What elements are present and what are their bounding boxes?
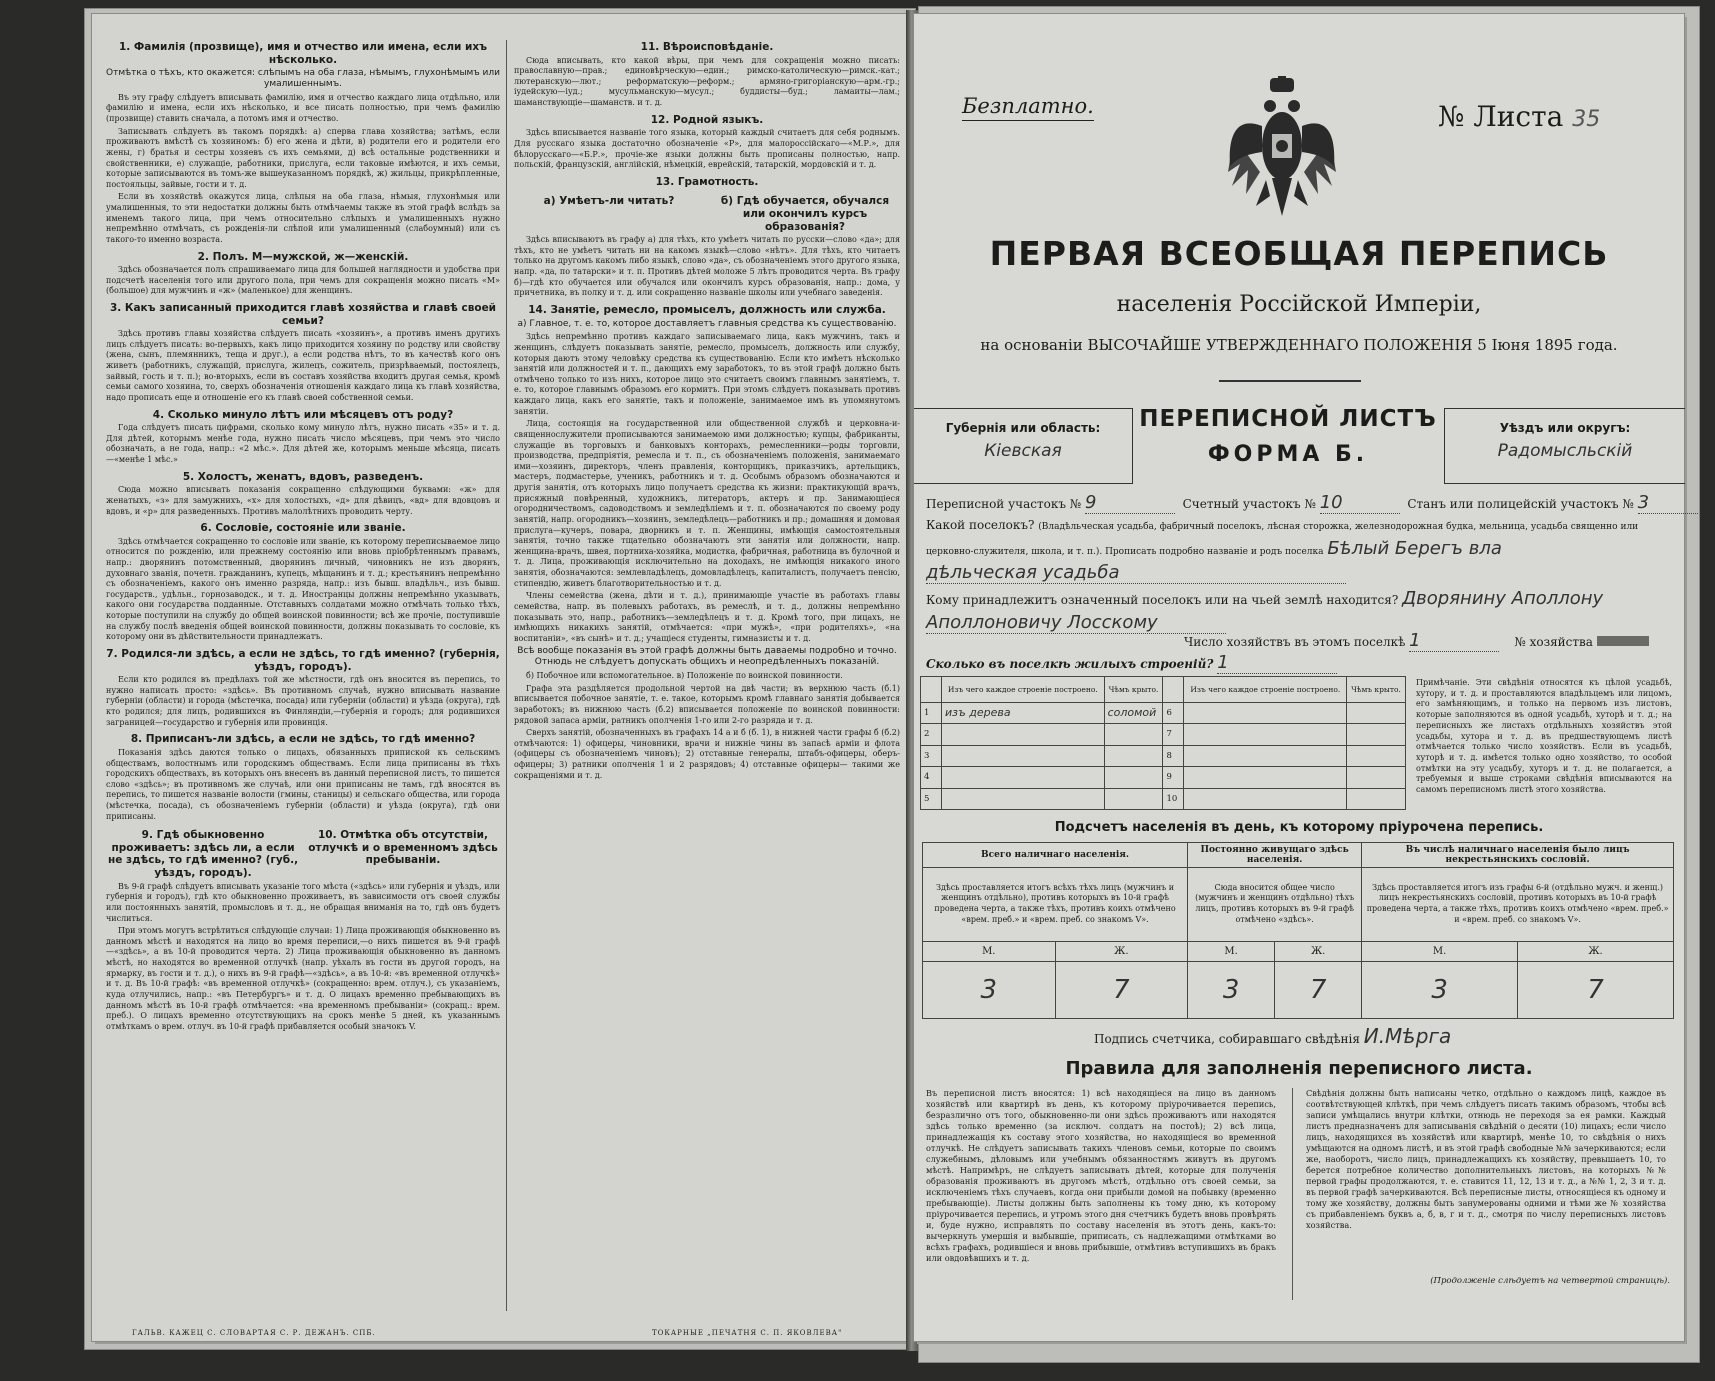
paragraph: Здѣсь обозначается полъ спрашиваемаго лица для большей наглядности и удобства при подсчетѣ населенія того или другого пола, при чемъ для сокращенія можно писать «М» (большое) для мужчинъ и «ж» (маленькое) для женщинъ. xyxy=(106,265,500,296)
heading-10: 10. Отмѣтка объ отсутствіи, отлучкѣ и о временномъ здѣсь пребываніи. xyxy=(308,829,498,867)
male-label: М. xyxy=(1188,941,1275,961)
heading-9: 9. Гдѣ обыкновенно проживаетъ: здѣсь ли, а если не здѣсь, то гдѣ именно? (губ., уѣздъ, городъ). xyxy=(107,829,299,880)
population-count-table xyxy=(922,842,1674,1019)
settlement-line-2 xyxy=(926,562,1672,584)
building-roof xyxy=(1104,788,1163,810)
census-form-page xyxy=(914,14,1684,1341)
buildings-row xyxy=(921,767,1406,788)
district-box xyxy=(1444,408,1685,484)
building-roof xyxy=(1347,788,1406,810)
buildings-row xyxy=(921,724,1406,745)
building-material xyxy=(1184,788,1347,810)
instructions-column-1 xyxy=(106,36,500,1319)
column-divider xyxy=(506,40,507,1311)
male-label: М. xyxy=(1362,941,1518,961)
buildings-header-roof-2: Чѣмъ крыто. xyxy=(1347,677,1406,703)
buildings-row-number: 2 xyxy=(921,724,942,745)
building-material: изъ дерева xyxy=(942,702,1105,723)
buildings-row xyxy=(921,702,1406,723)
buildings-row xyxy=(921,788,1406,810)
paragraph: б) Побочное или вспомогательное. в) Положеніе по воинской повинности. xyxy=(526,671,843,681)
population-count-title: Подсчетъ населенія въ день, къ которому пріурочена перепись. xyxy=(1054,820,1544,835)
printer-imprint-left: ГАЛЬВ. КАЖЕЦ С. СЛОВАРТАЯ С. Р. ДЕЖАНЪ. СПБ. xyxy=(132,1329,376,1337)
households-label: Число хозяйствъ въ этомъ поселкѣ xyxy=(1184,635,1406,649)
section-heading: 6. Сословіе, состояніе или званіе. xyxy=(200,522,406,535)
section-heading: 14. Занятіе, ремесло, промыселъ, должность или служба. xyxy=(528,303,886,316)
form-name: ФОРМА Б. xyxy=(1207,442,1369,467)
paragraph: При этомъ могутъ встрѣтиться слѣдующіе случаи: 1) Лица проживающія обыкновенно въ данномъ мѣстѣ и находятся на лицо во время переписи,—о нихъ пишется въ 9-й графѣ—«здѣсь», а въ 10-й проводится черта. 2) Лица проживающія обыкновенно въ данномъ мѣстѣ, но находятся во временной отлучкѣ (напр. уѣхалъ въ гости въ другой городъ, на ярмарку, въ гости и т. д.), о нихъ въ 9-й графѣ—«здѣсь», а въ 10-й: «въ временной отлучкѣ» и т. д. Въ 10-й графѣ: «въ временной отлучкѣ» (сокращенно: врем. отлуч.), съ указаніемъ, куда отлучились, напр.: «въ Петербургъ» и т. д. О лицахъ временно пребывающихъ въ данномъ мѣстѣ въ 10-й графѣ отмѣчается: «на временномъ пребываніи» (сокращ.: врем. преб.). О лицахъ временно отсутствующихъ на срокъ менѣе 5 дней, къ указаннымъ отмѣткамъ о врем. отлуч. въ 10-й графѣ прибавляется особый значокъ V. xyxy=(106,926,500,1031)
female-label: Ж. xyxy=(1055,941,1188,961)
owner-line xyxy=(926,588,1672,609)
female-label: Ж. xyxy=(1518,941,1674,961)
rules-right-text: Свѣдѣнія должны быть написаны четко, отдѣльно о каждомъ лицѣ, каждое въ соотвѣтствующей клѣткѣ, при чемъ слѣдуетъ писать такимъ образомъ, чтобы всѣ записи умѣщались внутри клѣтки, отнюдь не переходя за ея рамки. Каждый листъ предназначенъ для записыванія свѣдѣній о десяти (10) лицахъ; если число лицъ, находящихся въ хозяйствѣ или квартирѣ, менѣе 10, то свѣдѣнія о нихъ умѣщаются на одномъ листѣ, и въ этой графѣ свободные №№ зачеркиваются; если же, наоборотъ, число лицъ, принадлежащихъ къ хозяйству, превышаетъ 10, то берется потребное количество дополнительныхъ листовъ, на которыхъ №№ первой графы продолжаются, т. е. ставится 11, 12, 13 и т. д., а №№ 1, 2, 3 и т. д. въ первой графѣ зачеркиваются. Всѣ переписные листы, относящіеся къ одному и тому же хозяйству, должны быть занумерованы одними и тѣми же № хозяйства съ прибавленіемъ буквъ а, б, в, г и т. д., смотря по числу переписныхъ листовъ хозяйства. xyxy=(1306,1088,1666,1230)
buildings-header-roof-1: Чѣмъ крыто. xyxy=(1104,677,1163,703)
building-material xyxy=(942,788,1105,810)
household-no-redacted xyxy=(1597,636,1649,646)
building-roof xyxy=(1347,724,1406,745)
paragraph: Если въ хозяйствѣ окажутся лица, слѣпыя на оба глаза, нѣмыя, глухонѣмыя или умалишенныя, то эти недостатки должны быть отмѣчаемы также въ этой графѣ вслѣдъ за именемъ такого лица, при чемъ относительно слѣпыхъ и умалишенныхъ нужно непремѣнно отмѣчать, съ рожденія-ли слѣпой или умалишенный (слабоумный) или съ такого-то именно возраста. xyxy=(106,192,500,244)
section-heading: 1. Фамилія (прозвище), имя и отчество или имена, если ихъ нѣсколько. xyxy=(118,41,488,66)
population-column-header: Всего наличнаго населенія. xyxy=(923,843,1188,868)
sheet-number xyxy=(1438,100,1600,133)
settlement-value-1: Бѣлый Берегъ вла xyxy=(1327,537,1502,559)
owner-label: Кому принадлежитъ означенный поселокъ или на чьей землѣ находится? xyxy=(926,593,1399,607)
population-column-description: Сюда вносится общее число (мужчинъ и женщинъ отдѣльно) тѣхъ лицъ, противъ которыхъ въ 9-й графѣ отмѣчено «здѣсь». xyxy=(1188,867,1362,941)
imperial-eagle-emblem xyxy=(1226,76,1338,226)
col1-split-headings xyxy=(106,824,500,881)
building-roof xyxy=(1347,702,1406,723)
province-value: Кіевская xyxy=(984,441,1062,461)
signature-value: И.Мѣрга xyxy=(1363,1024,1452,1048)
paragraph: Члены семейства (жена, дѣти и т. д.), принимающіе участіе въ работахъ главы семейства, напр. въ полевыхъ работахъ, въ ремеслѣ, и т. д., должны непремѣнно показывать это, напр., работникъ—земледѣлецъ и т. д. Кромѣ того, при лицахъ, не имѣющихъ никакихъ занятій, отмѣчается: «при мужѣ», «при родителяхъ», «на воспитаніи», «въ сынѣ» и т. д.; учащіеся студенты, гимназисты и т. д. xyxy=(514,591,900,643)
building-roof xyxy=(1104,724,1163,745)
form-title-block xyxy=(1132,406,1444,467)
population-column-description: Здѣсь проставляется итогъ изъ графы 6-й (отдѣльно мужч. и женщ.) лицъ некрестьянскихъ сословій, противъ которыхъ въ 10-й графѣ проведена черта, а также тѣхъ, противъ коихъ отмѣчено «врем. преб.» и «врем. преб. со знакомъ V». xyxy=(1362,867,1674,941)
sheet-number-value: 35 xyxy=(1572,107,1601,132)
population-column-description: Здѣсь проставляется итогъ всѣхъ тѣхъ лицъ (мужчинъ и женщинъ отдѣльно), противъ которыхъ въ 10-й графѣ проведена черта, а также тѣхъ, противъ коихъ отмѣчено «врем. преб.» и «врем. преб. со знакомъ V». xyxy=(923,867,1188,941)
free-of-charge-label: Безплатно. xyxy=(962,94,1094,121)
printer-imprint-right: ТОКАРНЫЕ „ПЕЧАТНЯ С. П. ЯКОВЛЕВА" xyxy=(652,1329,843,1337)
buildings-row-number: 6 xyxy=(1163,702,1184,723)
section-heading: 12. Родной языкъ. xyxy=(650,113,764,126)
owner-value-1: Дворянину Аполлону xyxy=(1402,588,1604,609)
owner-value-2: Аполлоновичу Лосскому xyxy=(926,612,1226,634)
buildings-row xyxy=(921,745,1406,766)
instructions-page xyxy=(92,14,912,1341)
households-value: 1 xyxy=(1409,630,1499,652)
buildings-value: 1 xyxy=(1217,652,1337,674)
section-heading: 3. Какъ записанный приходится главѣ хозяйства и главѣ своей семьи? xyxy=(109,302,497,327)
sheet-number-label: № Листа xyxy=(1438,100,1564,133)
buildings-table xyxy=(920,676,1406,810)
buildings-row-number: 3 xyxy=(921,745,942,766)
household-no-label: № хозяйства xyxy=(1514,635,1593,649)
buildings-row-number: 1 xyxy=(921,702,942,723)
section-heading: 5. Холостъ, женатъ, вдовъ, разведенъ. xyxy=(182,470,424,483)
district-label: Уѣздъ или округъ: xyxy=(1499,421,1631,435)
building-material xyxy=(942,767,1105,788)
settlement-value-2: дѣльческая усадьба xyxy=(926,562,1346,584)
building-material xyxy=(1184,745,1347,766)
rules-title: Правила для заполненія переписного листа. xyxy=(1065,1058,1533,1079)
section-heading: 8. Приписанъ-ли здѣсь, а если не здѣсь, то гдѣ именно? xyxy=(130,733,476,746)
paragraph: Показанія здѣсь даются только о лицахъ, обязанныхъ припиской къ сельскимъ обществамъ, волостнымъ или городскимъ обществамъ. Если лица приписаны въ тѣхъ городскихъ обществахъ, въ которыхъ онъ внесенъ въ данный переписной листъ, то пишется слово «здѣсь»; въ противномъ же случаѣ, или они приписаны не тамъ, гдѣ вносятся въ перепись, то пишется названіе волости (гмины, станицы) и сельскаго общества, или города (мѣстечка, посада), съ обозначеніемъ губерніи (области) и уѣзда (округа), гдѣ они приписаны. xyxy=(106,747,500,821)
households-line xyxy=(1184,630,1672,652)
paragraph: Сюда можно вписывать показанія сокращенно слѣдующими буквами: «ж» для женатыхъ, «з» для замужнихъ, «х» для холостыхъ, «д» для дѣвицъ, «вд» для вдовцовъ и вдовъ, и «р» для разведенныхъ. Противъ малолѣтнихъ проводить черту. xyxy=(106,485,500,516)
census-title: ПЕРВАЯ ВСЕОБЩАЯ ПЕРЕПИСЬ xyxy=(989,234,1609,273)
paragraph: Если кто родился въ предѣлахъ той же мѣстности, гдѣ онъ вносится въ перепись, то нужно написать просто: «здѣсь». Въ противномъ случаѣ, нужно вписывать название губерніи (области) и города (мѣстечка, посада) или губерніи (области) и уѣзда (округа), гдѣ кто родился; для лицъ, родившихся въ Финляндіи,—губернія и городъ; для родившихся заграницей—государство и губернія или провинція. xyxy=(106,675,500,727)
population-column-header: Постоянно живущаго здѣсь населенія. xyxy=(1188,843,1362,868)
section-note: Всѣ вообще показанія въ этой графѣ должны быть даваемы подробно и точно. Отнюдь не слѣдуетъ допускать общихъ и неопредѣленныхъ показаній. xyxy=(517,646,897,668)
section-heading: 4. Сколько минуло лѣтъ или мѣсяцевъ отъ роду? xyxy=(152,408,454,421)
paragraph: Здѣсь противъ главы хозяйства слѣдуетъ писать «хозяинъ», а противъ именъ другихъ лицъ слѣдуетъ писать: во-первыхъ, какъ лицо приходится хозяину по родству или свойству (жена, сынъ, племянникъ, теща и друг.), а если родства нѣтъ, то въ качествѣ кого онъ живетъ (работникъ, служащій, прислуга, жилецъ, сожитель, призрѣваемый, постоялецъ, зайвый, гость и т. п.); во-вторыхъ, если въ составъ хозяйства входитъ другая семья, кромѣ семьи самого хозяина, то, сверхъ обозначенія отношенія каждаго лица къ главѣ хозяйства, надо прописать еще и отношеніе его къ главѣ своей собственной семьи. xyxy=(106,329,500,402)
buildings-note: Примѣчаніе. Эти свѣдѣнія относятся къ цѣлой усадьбѣ, хутору, и т. д. и проставляются владѣльцемъ или лицомъ, его замѣняющимъ, и только на первомъ изъ листовъ, которые заполняются въ одной усадьбѣ, хуторѣ и т. д.; на переписныхъ же листахъ отдѣльныхъ хозяйствъ этой усадьбы, хутора и т. д. въ предшествующемъ листѣ отмѣчается только число хозяйствъ. Если въ усадьбѣ, хуторѣ и т. д. имѣется только одно хозяйство, то особой отмѣтки на эту усадьбу, хуторъ и т. д. не полагается, а требуемыя и выше строками свѣдѣнія вписываются на самомъ переписномъ листѣ этого хозяйства. xyxy=(1416,678,1672,795)
paragraph: Сверхъ занятій, обозначенныхъ въ графахъ 14 а и б (б. 1), в нижней части графы б (б.2) отмѣчаются: 1) офицеры, чиновники, врачи и нижніе чины въ запасѣ арміи и флота (офицеры съ обозначеніемъ чиновъ); 2) отставные генералы, штабъ-офицеры, оберъ-офицеры; 3) ратники ополченія 1 и 2 разрядовъ; 4) отставные офицеры— такими же сокращеніями и т. д. xyxy=(514,728,900,780)
section-note: а) Главное, т. е. то, которое доставляетъ главныя средства къ существованію. xyxy=(517,318,897,329)
paragraph: Лица, состоящія на государственной или общественной службѣ и церковна-и-священнослужители прописываются занимаемою ими должностью; купцы, фабриканты, служащіе въ торговыхъ и банковыхъ конторахъ, ремесленники—роды торговли, производства, предпріятія, ремесла и т. п., съ обозначеніемъ положенія, занимаемаго ими—хозяинъ, директоръ, членъ правленія, конторщикъ, приказчикъ, артельщикъ, мастеръ, подмастерье, ученикъ, работникъ и т. д. Особымъ образомъ обозначаются и другія занятія, отъ которыхъ лицо получаетъ средства къ жизни: практикующій врачъ, присяжный повѣренный, художникъ, литераторъ, актеръ и пр. Занимающіеся огородничествомъ, садоводствомъ и земледѣліемъ и т. п. обозначаются по своему роду занятій, напр. огородникъ—хозяинъ, земледѣлецъ—работникъ и пр.; домашняя и домовая прислуга—кучеръ, повара, дворникъ и т. п. Женщины, имѣющія самостоятельныя занятія, точно также тщательно обозначаютъ эти занятія или должности, напр. женщина-врачъ, швея, портниха-хозяйка, модистка, фабричная, работница въ булочной и т. д. Лица, проживающія исключительно на доходахъ, не имѣющія никакого иного занятія, обозначаются: землевладѣлецъ, домовладѣлецъ, капиталистъ, получаетъ пенсію, стипендію, живетъ благотворительностью и т. д. xyxy=(514,419,900,588)
paragraph: Года слѣдуетъ писать цифрами, сколько кому минуло лѣтъ, нужно писать «35» и т. д. Для дѣтей, которымъ менѣе года, нужно писать число мѣсяцевъ, при чемъ это число обозначать, а не года, напр.: «2 мѣс.». Для дѣтей же, которымъ меньше мѣсяца, писать—«менѣе 1 мѣс.» xyxy=(106,423,500,465)
signature-label: Подпись счетчика, собиравшаго свѣдѣнія xyxy=(1094,1032,1360,1046)
buildings-row-number: 5 xyxy=(921,788,942,810)
rules-left-text: Въ переписной листъ вносятся: 1) всѣ находящіеся на лицо въ данномъ хозяйствѣ или квартирѣ въ день, къ которому пріурочивается перепись, безразлично отъ того, обыкновенно-ли они здѣсь проживаютъ или находятся здѣсь только временно (за исключ. солдатъ на постоѣ); 2) всѣ лица, принадлежащія къ составу этого хозяйства, но находящіеся во временной отлучкѣ. Не слѣдуетъ записывать такихъ членовъ семьи, которые по своимъ служебнымъ, дѣловымъ или учебнымъ обязанностямъ живутъ въ другомъ мѣстѣ. Напримѣръ, не слѣдуетъ записывать дѣтей, которые для полученія образованія проживаютъ въ другомъ мѣстѣ, отдѣльно отъ своей семьи, за исключеніемъ тѣхъ случаевъ, когда они прибыли домой на побывку (временно пребывающіе). Листы должны быть заполнены къ тому дню, къ которому пріурочивается перепись, и утромъ этого дня счетчикъ будетъ вновь провѣрять и, буде нужно, исправлять по составу населенія въ этотъ день, какъ-то: вычеркнуть умершія и выбывшіе, приписать, съ надлежащими отмѣтками во всѣхъ графахъ, родившіеся и вновь прибывшіе, отмѣтивъ вступившихъ въ бракъ или овдовѣвшихъ и т. д. xyxy=(926,1088,1276,1263)
building-roof xyxy=(1104,767,1163,788)
building-roof xyxy=(1104,745,1163,766)
sections-line xyxy=(926,492,1672,514)
buildings-header-material-1: Изъ чего каждое строеніе построено. xyxy=(942,677,1105,703)
section-heading: 2. Полъ. М—мужской, ж—женскій. xyxy=(197,250,409,263)
district-value: Радомысльскій xyxy=(1497,441,1633,461)
paragraph: Здѣсь отмѣчается сокращенно то сословіе или званіе, къ которому переписываемое лицо относится по рожденію, или прежнему состоянію или вновь пріобрѣтеннымъ правамъ, напр.: дворянинъ потомственный, дворянинъ личный, чиновникъ не изъ дворянъ, духовнаго званія, почетн. гражданинъ, купецъ, мѣщанинъ и т. д.; крестьянинъ непремѣнно съ обозначеніемъ, какого онъ именно разряда, напр.: изъ бывш. владѣльч., изъ бывш. государств., удѣльн., горнозаводск., и т. д. Иностранцы должны непремѣнно указывать, какого они государства подданные. Отставныхъ солдатами можно отмѣчать только тѣхъ, которые поступили на службу до общей воинской повинности; всѣ же прочіе, поступившіе на службу послѣ введенія общей воинской повинности, должны показывать то сословіе, къ которому они въ дѣйствительности принадлежатъ. xyxy=(106,536,500,642)
building-roof xyxy=(1347,767,1406,788)
census-subtitle: населенія Россійской Имперіи, xyxy=(1116,292,1482,317)
female-label: Ж. xyxy=(1275,941,1362,961)
buildings-row-number: 10 xyxy=(1163,788,1184,810)
settlement-label: Какой поселокъ? xyxy=(926,518,1035,532)
stan-label: Станъ или полицейскій участокъ № xyxy=(1407,497,1634,511)
building-material xyxy=(942,724,1105,745)
buildings-row-number: 4 xyxy=(921,767,942,788)
building-roof xyxy=(1347,745,1406,766)
female-count: 7 xyxy=(1518,962,1674,1019)
section-heading: 7. Родился-ли здѣсь, а если не здѣсь, то гдѣ именно? (губернія, уѣздъ, городъ). xyxy=(106,647,500,673)
province-box xyxy=(914,408,1133,484)
building-material xyxy=(1184,767,1347,788)
paragraph: Записывать слѣдуетъ въ такомъ порядкѣ: а) сперва глава хозяйства; затѣмъ, если проживаютъ вмѣстѣ съ хозяиномъ: б) его жена и дѣти, в) родители его и родители его жены, г) братья и сестры хозяевъ съ ихъ семьями, д) всѣ остальные родственники и свойственники, е) служащіе, работники, прислуга, если таковые имѣются, и ихъ семьи, которые записываются въ томъ-же вышеуказанномъ порядкѣ, ж) жильцы, прикрѣпленные, постояльцы, зайвые, гости и т. д. xyxy=(106,126,500,189)
heading-13b: б) Гдѣ обучается, обучался или окончилъ курсъ образованія? xyxy=(720,195,890,233)
instructions-column-2 xyxy=(514,36,900,1319)
heading-13a: а) Умѣетъ-ли читать? xyxy=(543,195,675,208)
buildings-row-number: 7 xyxy=(1163,724,1184,745)
enumerator-signature-line xyxy=(1094,1024,1451,1048)
female-count: 7 xyxy=(1055,962,1188,1019)
buildings-row-number: 9 xyxy=(1163,767,1184,788)
section-note: Отмѣтка о тѣхъ, кто окажется: слѣпымъ на оба глаза, нѣмымъ, глухонѣмымъ или умалишеннымъ. xyxy=(106,68,500,89)
section-heading: 11. Вѣроисповѣданіе. xyxy=(640,41,774,53)
count-section-value: 10 xyxy=(1320,492,1400,514)
census-basis: на основаніи ВЫСОЧАЙШЕ УТВЕРЖДЕННАГО ПОЛОЖЕНІЯ 5 Іюня 1895 года. xyxy=(980,336,1618,354)
female-count: 7 xyxy=(1275,962,1362,1019)
col2-split-headings xyxy=(514,190,900,235)
census-section-label: Переписной участокъ № xyxy=(926,497,1082,511)
male-label: М. xyxy=(923,941,1056,961)
building-material xyxy=(942,745,1105,766)
buildings-label: Сколько въ поселкѣ жилыхъ строеній? xyxy=(926,657,1214,671)
paragraph: Въ 9-й графѣ слѣдуетъ вписывать указаніе того мѣста («здѣсь» или губернія и уѣздъ, или губернія и городъ), гдѣ кто обыкновенно проживаетъ, въ зависимости отъ своей службы или постоянныхъ занятій, промысловъ и т. д., не обращая вниманія на то, гдѣ онъ будетъ числиться. xyxy=(106,881,500,923)
buildings-row-number: 8 xyxy=(1163,745,1184,766)
settlement-hint: (Владѣльческая усадьба, фабричный поселокъ, лѣсная сторожка, железнодорожная будка, мельница, усадьба священно или церковно-служителя, школа, и т. п.). Прописать подробно названіе и родъ поселка xyxy=(926,522,1639,557)
paragraph: Графа эта раздѣляется продольной чертой на двѣ части; въ верхнюю часть (б.1) вписывается побочное занятіе, т. е. такое, которымъ кромѣ главнаго занятія добывается заработокъ; въ нижнюю часть (б.2) вписывается положеніе по воинской повинности: рядовой запаса армiи, ратникъ ополченія 1-го или 2-го разряда и т. д. xyxy=(514,683,900,725)
male-count: 3 xyxy=(923,962,1056,1019)
count-section-label: Счетный участокъ № xyxy=(1182,497,1316,511)
province-label: Губернія или область: xyxy=(945,421,1101,435)
section-heading: 13. Грамотность. xyxy=(655,175,759,188)
population-column-header: Въ числѣ наличнаго населенія было лицъ некрестьянскихъ сословій. xyxy=(1362,843,1674,868)
paragraph: Здѣсь непремѣнно противъ каждаго записываемаго лица, какъ мужчинъ, такъ и женщинъ, слѣдуетъ показывать занятіе, ремесло, промыселъ, должность или службу, которыя даютъ этому человѣку средства къ существованію. Если кто имѣетъ нѣсколько занятій или должностей и т. п., дающихъ ему заработокъ, то въ этой графѣ должно быть отмѣчено только то изъ нихъ, которое лицо это считаетъ своимъ главнымъ занятіемъ, т. е. то, которое главнымъ образомъ его кормитъ. При этомъ слѣдуетъ показывать противъ каждаго лица, какъ его занятіе, такъ и положеніе, занимаемое имъ въ упомянутомъ занятіи. xyxy=(514,332,900,416)
paragraph: Здѣсь вписывается названіе того языка, который каждый считаетъ для себя роднымъ. Для русскаго языка достаточно обозначеніе «Р», для малороссійскаго—«М.Р.», для бѣлорусскаго—«Б.Р.», прочіе-же языки должны быть прописаны полностью, напр. польскій, французскій, англійскій, нѣмецкій, еврейскій, татарскій, мордовскій и т. д. xyxy=(514,128,900,170)
paragraph: Сюда вписывать, кто какой вѣры, при чемъ для сокращенія можно писать: православную—прав.; единовѣрческую—един.; римско-католическую—римск.-кат.; лютеранскую—лют.; реформатскую—реформ.; армяно-григоріанскую—арм.-гр.; іудейскую—іуд.; мусульманскую—мусул.; буддисты—буд.; ламаиты—лам.; шаманствующіе—шаманств. и т. д. xyxy=(514,55,900,108)
rules-divider xyxy=(1292,1088,1293,1300)
buildings-header-material-2: Изъ чего каждое строеніе построено. xyxy=(1184,677,1347,703)
building-roof: соломой xyxy=(1104,702,1163,723)
building-material xyxy=(1184,724,1347,745)
male-count: 3 xyxy=(1362,962,1518,1019)
settlement-line xyxy=(926,516,1672,562)
stan-value: 3 xyxy=(1638,492,1698,514)
building-material xyxy=(1184,702,1347,723)
title-rule xyxy=(1219,380,1361,382)
continuation-note: (Продолженіе слѣдуетъ на четвертой страницѣ). xyxy=(1430,1276,1670,1286)
male-count: 3 xyxy=(1188,962,1275,1019)
buildings-line xyxy=(926,652,1672,674)
paragraph: Въ эту графу слѣдуетъ вписывать фамилію, имя и отчество каждаго лица отдѣльно, или фамилію и имена, если ихъ нѣсколько, и все писать полностью, при чемъ фамилію (прозвище) ставить сначала, а потомъ имя и отчество. xyxy=(106,92,500,124)
paragraph: Здѣсь вписываютъ въ графу а) для тѣхъ, кто умѣетъ читать по русски—слово «да»; для тѣхъ, кто не умѣетъ читать ни на какомъ языкѣ—слово «нѣтъ». Для тѣхъ, кто читаетъ только на другомъ какомъ либо языкѣ, слово «да», съ обозначеніемъ этого другого языка, напр. «да, по татарски» и т. п. Противъ дѣтей моложе 5 лѣтъ проводится черта. Въ графу б)—гдѣ кто обучается или обучался или окончилъ курсъ образованія, напр.: дома, у причетника, въ полку и т. д. или сокращенно названіе школы или учебнаго заведенія. xyxy=(514,235,900,298)
form-title: ПЕРЕПИСНОЙ ЛИСТЪ xyxy=(1139,406,1437,432)
census-section-value: 9 xyxy=(1085,492,1175,514)
